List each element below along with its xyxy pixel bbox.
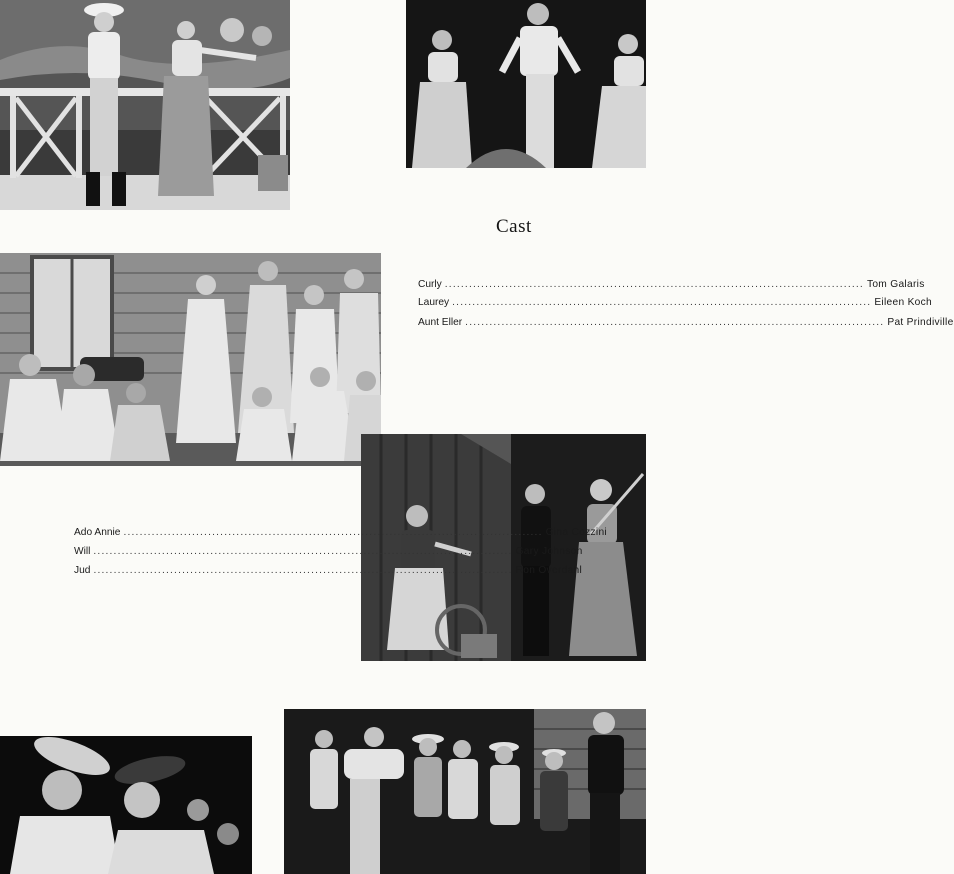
photo-cowboys-fight-scene [284, 709, 646, 874]
dot-leader: ........................................................................................................ [452, 297, 872, 308]
dot-leader: ........................................................................................................ [93, 546, 513, 557]
cast-row-aunt-eller [418, 316, 954, 330]
photo-girls-chorus-porch [0, 253, 381, 466]
role-name: Curly [418, 279, 442, 290]
actor-name: Gina Cozzini [545, 527, 607, 538]
dot-leader: ........................................................................................................ [123, 527, 543, 538]
cast-heading: Cast [496, 216, 532, 237]
actor-name: Pat Prindiville [887, 317, 954, 328]
cast-row-curly [418, 278, 925, 292]
actor-name: Tom Galaris [866, 279, 925, 290]
actor-name: Ron Overdahl [515, 565, 583, 576]
cast-row-ado-annie [74, 526, 607, 540]
dot-leader: ........................................................................................................ [465, 317, 885, 328]
role-name: Aunt Eller [418, 317, 463, 328]
role-name: Jud [74, 565, 91, 576]
role-name: Will [74, 546, 91, 557]
actor-name: Eileen Koch [874, 297, 932, 308]
photo-curly-laurey-porch [0, 0, 290, 210]
role-name: Laurey [418, 297, 450, 308]
photo-curly-laurey-closeup [0, 736, 252, 874]
role-name: Ado Annie [74, 527, 121, 538]
cast-row-will [74, 545, 583, 559]
photo-dancers-trio [406, 0, 646, 168]
cast-row-jud [74, 564, 583, 578]
dot-leader: ........................................................................................................ [93, 565, 513, 576]
cast-row-laurey [418, 296, 932, 310]
actor-name: Gary Johnson [515, 546, 583, 557]
dot-leader: ........................................................................................................ [444, 279, 864, 290]
